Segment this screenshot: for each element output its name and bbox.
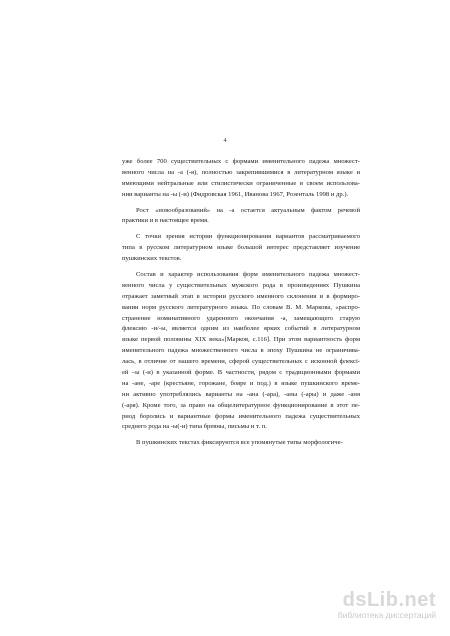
- text-line: Состав и характер использования форм именительного падежа множест-: [136, 271, 360, 279]
- text-line: ни активно употреблялись варианты на -ана (-ара), -аны (-ары) и даже -аня: [122, 390, 360, 398]
- text-line: С точки зрения истории функционирования вариантов рассматриваемого: [136, 233, 360, 241]
- text-line: типа в русском литературном языке большой интерес представляет изучение: [122, 244, 360, 252]
- text-line: уже более 700 существительных с формами именительного падежа множест-: [122, 158, 360, 165]
- watermark-subtitle: библиотека диссертаций: [337, 610, 436, 620]
- text-line: на -ане, -аре (крестьяне, горожане, бояре и под.) в языке пушкинского време-: [122, 379, 360, 387]
- text-line: имеющими нейтральные или стилистически ограниченные в своем использова-: [122, 179, 360, 187]
- text-line: именительного падежа множественного числа в эпоху Пушкина не ограничива-: [122, 347, 360, 355]
- text-line: венного числа у существительных мужского рода в произведениях Пушкина: [122, 281, 360, 289]
- document-body: [122, 157, 360, 449]
- watermark: [306, 590, 436, 621]
- text-line: ей –ы (-и) в указанной форме. В частности, рядом с традиционными формами: [122, 369, 360, 377]
- text-line: риод боролись и вариантные формы именительного падежа существительных: [122, 412, 360, 420]
- text-line: практики и в настоящее время.: [122, 217, 209, 225]
- page-number: 4: [223, 138, 227, 144]
- text-line: вании норм русского литературного языка. По словам В. М. Маркова, «распро-: [122, 303, 360, 311]
- paragraph: [122, 270, 360, 433]
- text-line: пушкинских текстов.: [122, 255, 182, 263]
- text-line: странение номинативного ударенного окончания -а, замещающего старую: [122, 314, 360, 322]
- paragraph: [122, 157, 360, 201]
- paragraph: [122, 232, 360, 265]
- watermark-logo: dsLib.net: [342, 589, 436, 611]
- paragraph: [122, 438, 360, 449]
- text-line: венного числа на -а (-я), полностью закрепившимися в литературном языке и: [122, 168, 360, 176]
- text-line: лась, в отличие от нашего времени, сферой существительных с исконной флексі-: [122, 358, 360, 366]
- text-line: среднего рода на -ы(-и) типа бревны, письмы и т. п.: [122, 423, 267, 431]
- text-line: Рост «новообразований» на -а остается актуальным фактом речевой: [136, 206, 360, 214]
- text-line: языке первой половины XIX века»[Марков, с.116]. При этом вариантность форм: [122, 336, 360, 344]
- paragraph: [122, 206, 360, 228]
- text-line: отражает заметный этап в истории русского именного склонения и в формиро-: [122, 292, 360, 300]
- text-line: (-аря). Кроме того, за право на общелитературное функционирование в этот пе-: [122, 401, 360, 409]
- text-line: флексию -и/-ы, является одним из наиболее ярких событий в литературном: [122, 325, 360, 333]
- text-line: В пушкинских текстах фиксируются все упомянутые типы морфологиче-: [136, 439, 343, 447]
- text-line: нии варианты на -ы (-и) (Фидровская 1961, Иванова 1967, Розенталь 1998 и др.).: [122, 190, 349, 198]
